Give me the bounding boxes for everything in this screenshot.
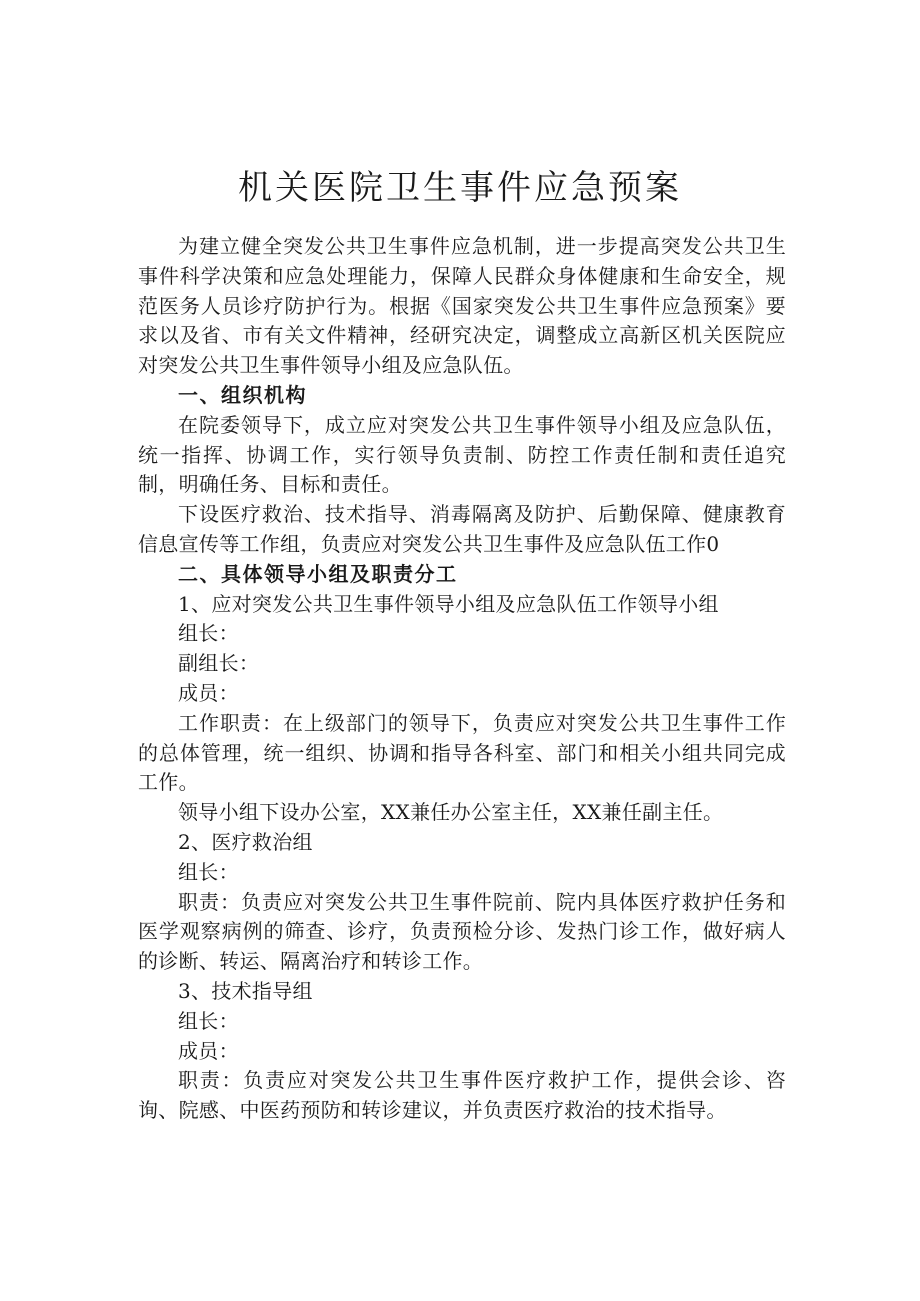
paragraph: 工作职责：在上级部门的领导下，负责应对突发公共卫生事件工作的总体管理，统一组织、协调和指导各科室、部门和相关小组共同完成工作。 — [138, 710, 786, 795]
paragraph: 为建立健全突发公共卫生事件应急机制，进一步提高突发公共卫生事件科学决策和应急处理能力，保障人民群众身体健康和生命安全，规范医务人员诊疗防护行为。根据《国家突发公共卫生事件应急预案》要求以及省、市有关文件精神，经研究决定，调整成立高新区机关医院应对突发公共卫生事件领导小组及应急队伍。 — [138, 234, 786, 378]
document-body — [138, 232, 786, 1126]
paragraph: 副组长： — [178, 651, 260, 676]
paragraph: 1、应对突发公共卫生事件领导小组及应急队伍工作领导小组 — [178, 591, 719, 616]
paragraph: 职责：负责应对突发公共卫生事件医疗救护工作，提供会诊、咨询、院感、中医药预防和转诊建议，并负责医疗救治的技术指导。 — [138, 1068, 786, 1123]
paragraph: 成员： — [178, 1038, 239, 1063]
paragraph: 领导小组下设办公室，XX兼任办公室主任，XX兼任副主任。 — [178, 800, 724, 825]
section-heading: 一、组织机构 — [178, 382, 307, 407]
paragraph: 组长： — [178, 1008, 239, 1033]
paragraph: 职责：负责应对突发公共卫生事件院前、院内具体医疗救护任务和医学观察病例的筛查、诊疗，负责预检分诊、发热门诊工作，做好病人的诊断、转运、隔离治疗和转诊工作。 — [138, 889, 786, 974]
paragraph: 组长： — [178, 859, 239, 884]
paragraph: 成员： — [178, 680, 239, 705]
document-title: 机关医院卫生事件应急预案 — [238, 168, 682, 208]
paragraph: 组长： — [178, 621, 239, 646]
section-heading: 二、具体领导小组及职责分工 — [178, 561, 458, 586]
paragraph: 2、医疗救治组 — [178, 829, 313, 854]
paragraph: 在院委领导下，成立应对突发公共卫生事件领导小组及应急队伍，统一指挥、协调工作，实行领导负责制、防控工作责任制和责任追究制，明确任务、目标和责任。 — [138, 412, 786, 497]
paragraph: 3、技术指导组 — [178, 978, 313, 1003]
paragraph: 下设医疗救治、技术指导、消毒隔离及防护、后勤保障、健康教育信息宣传等工作组，负责应对突发公共卫生事件及应急队伍工作0 — [138, 502, 786, 556]
